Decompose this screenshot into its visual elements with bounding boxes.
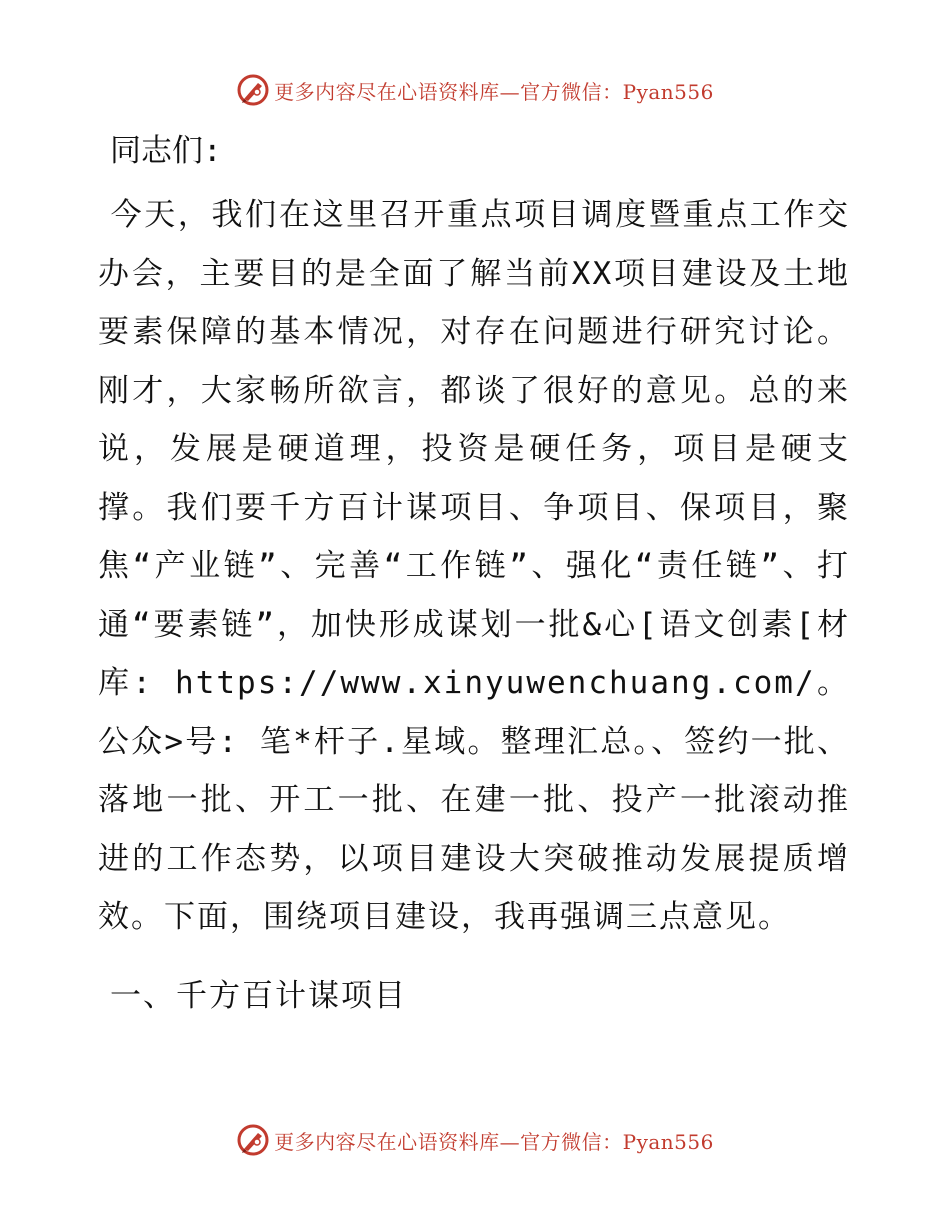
header-watermark-banner xyxy=(0,70,950,110)
header-banner-text: 更多内容尽在心语资料库—官方微信：Pyan556 xyxy=(274,79,714,104)
salutation: 同志们: xyxy=(110,133,222,169)
footer-watermark-banner xyxy=(0,1120,950,1160)
pen-logo-icon xyxy=(236,73,270,107)
body-paragraph xyxy=(98,186,850,947)
pen-logo-icon xyxy=(236,1123,270,1157)
section-heading: 一、千方百计谋项目 xyxy=(110,977,407,1014)
footer-banner-text: 更多内容尽在心语资料库—官方微信：Pyan556 xyxy=(274,1129,714,1154)
body-paragraph-text: 今天，我们在这里召开重点项目调度暨重点工作交办会，主要目的是全面了解当前XX项目建设及土地要素保障的基本情况，对存在问题进行研究讨论。刚才，大家畅所欲言，都谈了很好的意见。总的来说，发展是硬道理，投资是硬任务，项目是硬支撑。我们要千方百计谋项目、争项目、保项目，聚焦“产业链”、完善“工作链”、强化“责任链”、打通“要素链”，加快形成谋划一批&心[语文创素[材库: https://www.xinyuwenchuang.com/。公众>号: 笔*杆子.星域。整理汇总。、签约一批、落地一批、开工一批、在建一批、投产一批滚动推进的工作态势，以项目建设大突破推动发展提质增效。下面，围绕项目建设，我再强调三点意见。 xyxy=(98,197,850,935)
document-page xyxy=(98,122,850,1025)
